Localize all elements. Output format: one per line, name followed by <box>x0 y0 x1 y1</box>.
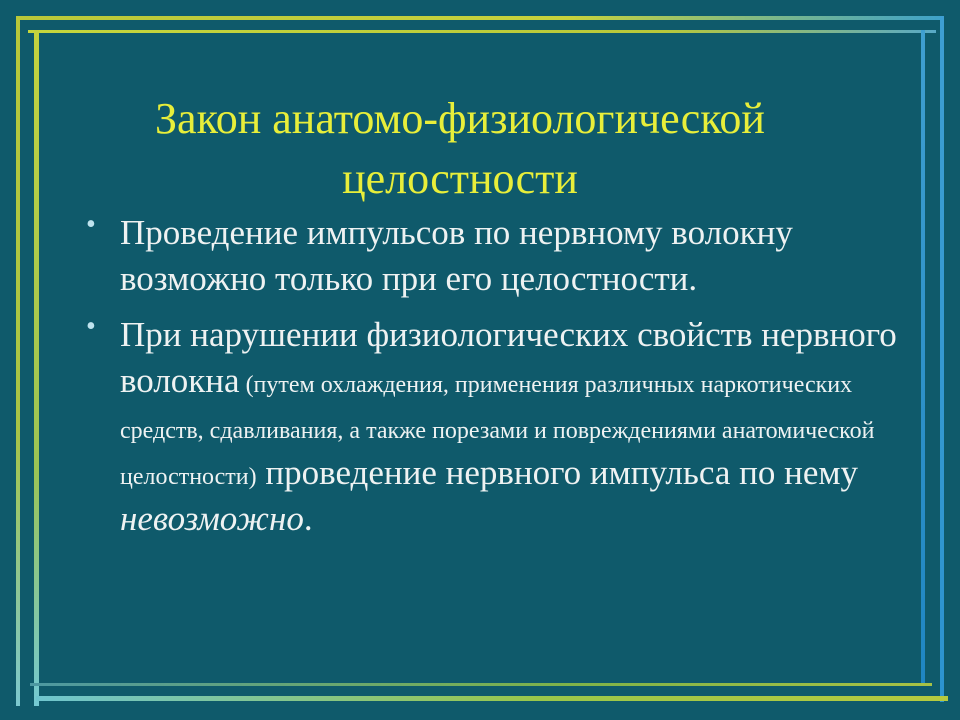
frame-right-inner-bar <box>921 30 925 685</box>
frame-bottom-inner-bar <box>30 683 932 686</box>
frame-bottom-outer-bar <box>36 696 948 701</box>
bullet-2-parenthetical: (путем охлаждения, применения различных наркотических средств, сдавливания, а также порезами и повреждениями анатомической целостности) <box>120 372 875 490</box>
bullet-dot-icon: • <box>86 209 96 240</box>
bullet-item-1 <box>80 210 900 302</box>
bullet-item-2 <box>80 312 900 542</box>
bullet-1-text: Проведение импульсов по нервному волокну возможно только при его целостности. <box>120 213 793 298</box>
bullet-dot-icon: • <box>86 311 96 342</box>
bullet-list <box>80 210 900 552</box>
frame-top-outer-bar <box>16 16 940 20</box>
bullet-2-end: . <box>303 499 313 538</box>
slide-title-line-1: Закон анатомо-физиологической <box>155 94 765 144</box>
bullet-2-text-part2: проведение нервного импульса по нему <box>256 453 858 492</box>
frame-right-outer-bar <box>940 16 944 702</box>
bullet-2-emphasis: невозможно <box>120 499 304 538</box>
frame-left-inner-bar <box>34 30 39 706</box>
bullet-2-text-part1: При нарушении физиологических свойств нервного волокна <box>120 315 897 400</box>
frame-top-inner-bar <box>28 30 936 33</box>
frame-left-outer-bar <box>16 16 20 706</box>
slide-title <box>60 89 860 209</box>
slide-title-line-2: целостности <box>342 154 578 204</box>
